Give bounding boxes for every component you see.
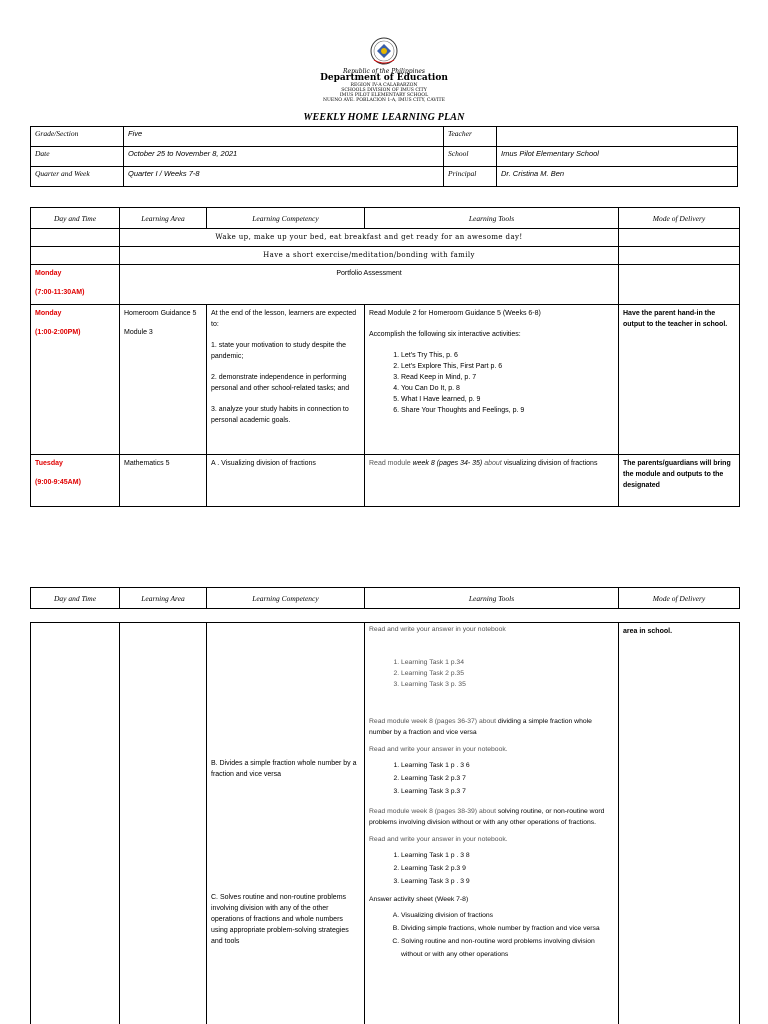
list-item: 1. Learning Task 1 p . 3 8 (401, 849, 614, 862)
info-table (30, 126, 738, 187)
p2-t2-b: dividing a simple fraction whole number by a fraction and vice versa (369, 718, 592, 736)
list-item: 2. Learning Task 2 p.35 (401, 668, 614, 679)
plan-table-2 (30, 587, 740, 609)
col-mode: Mode of Delivery (619, 208, 740, 229)
p2-t1-intro: Read and write your answer in your notebook (369, 626, 506, 633)
monday2-area: Homeroom Guidance 5 (124, 310, 197, 317)
monday1-day-cell (31, 265, 120, 305)
col-day: Day and Time (31, 208, 120, 229)
col-area: Learning Area (120, 208, 207, 229)
list-item: 4. You Can Do It, p. 8 (401, 383, 614, 394)
p2-day-cell (31, 623, 120, 1024)
col-tools-2: Learning Tools (365, 588, 619, 609)
p2-t1-list (369, 657, 614, 690)
routine-blank-mode (619, 229, 740, 247)
monday2-day: Monday (35, 310, 62, 317)
list-item: C. Solving routine and non-routine word problems involving division without or with any other operations (401, 935, 614, 961)
teacher-label: Teacher (444, 127, 497, 147)
routine-wakeup: Wake up, make up your bed, eat breakfast and get ready for an awesome day! (120, 229, 619, 247)
header-department: Department of Education (320, 73, 448, 83)
p2-t2-a: Read module week 8 (pages 36-37) about (369, 718, 496, 725)
col-mode-2: Mode of Delivery (619, 588, 740, 609)
p2-sheet-list (369, 909, 614, 961)
col-competency: Learning Competency (207, 208, 365, 229)
header-line-division: SCHOOLS DIVISION OF IMUS CITY (341, 88, 427, 94)
p2-t2 (369, 716, 614, 738)
principal-value: Dr. Cristina M. Ben (497, 167, 738, 187)
list-item: 2. Learning Task 2 p.3 9 (401, 862, 614, 875)
tuesday-mode: The parents/guardians will bring the module and outputs to the designated (619, 455, 740, 507)
routine-blank (31, 229, 120, 247)
p2-competency (207, 623, 365, 1024)
monday2-area-cell (120, 305, 207, 455)
tuesday-time: (9:00-9:45AM) (35, 479, 81, 486)
monday2-tools-list (369, 350, 614, 416)
p2-t2-list (369, 759, 614, 798)
page-title: WEEKLY HOME LEARNING PLAN (303, 112, 465, 123)
monday2-module: Module 3 (124, 329, 153, 336)
monday2-tools-sub: Accomplish the following six interactive activities: (369, 331, 521, 338)
header-address (250, 83, 518, 103)
date-label: Date (31, 147, 124, 167)
list-item: A. Visualizing division of fractions (401, 909, 614, 922)
quarter-label: Quarter and Week (31, 167, 124, 187)
p2-mode: area in school. (619, 623, 740, 1024)
list-item: 1. Let's Try This, p. 6 (401, 350, 614, 361)
p2-comp-b: B. Divides a simple fraction whole number by a fraction and vice versa (211, 760, 357, 778)
p2-t3-intro: Read and write your answer in your notebook. (369, 836, 508, 843)
plan-table-1 (30, 207, 740, 507)
col-competency-2: Learning Competency (207, 588, 365, 609)
routine-exercise: Have a short exercise/meditation/bonding with family (120, 247, 619, 265)
p2-t3-b: solving routine, or non-routine word problems involving division without or with any other operations of fractions. (369, 808, 605, 826)
list-item: B. Dividing simple fractions, whole number by fraction and vice versa (401, 922, 614, 935)
monday2-competency (207, 305, 365, 455)
list-item: 5. What I Have learned, p. 9 (401, 394, 614, 405)
tuesday-tools (365, 455, 619, 507)
tuesday-tools-d: visualizing division of fractions (503, 460, 598, 467)
header-line-street: NUENO AVE. POBLACION 1-A, IMUS CITY, CAVITE (323, 98, 445, 104)
list-item: 2. Learning Task 2 p.3 7 (401, 772, 614, 785)
monday2-comp-intro: At the end of the lesson, learners are expected to: (211, 310, 357, 328)
plan-table-2-body (30, 622, 740, 1024)
monday2-time: (1:00-2:00PM) (35, 329, 81, 336)
tuesday-competency: A . Visualizing division of fractions (207, 455, 365, 507)
school-label: School (444, 147, 497, 167)
monday2-day-cell (31, 305, 120, 455)
monday2-comp-1: 1. state your motivation to study despite the pandemic; (211, 342, 347, 360)
p2-sheet-title: Answer activity sheet (Week 7-8) (369, 896, 469, 903)
monday2-tools-intro: Read Module 2 for Homeroom Guidance 5 (Weeks 6-8) (369, 310, 541, 317)
list-item: 1. Learning Task 1 p . 3 6 (401, 759, 614, 772)
monday1-mode (619, 265, 740, 305)
p2-comp-c: C. Solves routine and non-routine problems involving division with any of the other operations of fractions and whole numbers using appropriate problem-solving strategies and tools (211, 894, 349, 945)
header-republic: Republic of the Philippines (343, 68, 425, 75)
p2-t3-list (369, 849, 614, 888)
teacher-value (497, 127, 738, 147)
tuesday-tools-c: about (484, 460, 502, 467)
routine-blank-mode-2 (619, 247, 740, 265)
routine-blank-2 (31, 247, 120, 265)
list-item: 1. Learning Task 1 p.34 (401, 657, 614, 668)
tuesday-tools-b: week 8 (pages 34- 35) (412, 460, 483, 467)
list-item: 3. Read Keep in Mind, p. 7 (401, 372, 614, 383)
principal-label: Principal (444, 167, 497, 187)
deped-seal-icon (368, 36, 400, 66)
monday2-comp-2: 2. demonstrate independence in performing personal and other school-related tasks; and (211, 374, 350, 392)
tuesday-day-cell (31, 455, 120, 507)
p2-t3 (369, 806, 614, 828)
p2-tools (365, 623, 619, 1024)
p2-area-cell (120, 623, 207, 1024)
p2-t2-intro: Read and write your answer in your notebook. (369, 746, 508, 753)
col-tools: Learning Tools (365, 208, 619, 229)
monday1-day: Monday (35, 270, 62, 277)
monday2-tools (365, 305, 619, 455)
grade-value: Five (124, 127, 444, 147)
monday1-activity: Portfolio Assessment (120, 265, 619, 305)
tuesday-area: Mathematics 5 (120, 455, 207, 507)
col-area-2: Learning Area (120, 588, 207, 609)
date-value: October 25 to November 8, 2021 (124, 147, 444, 167)
list-item: 3. Learning Task 3 p . 3 9 (401, 875, 614, 888)
monday2-mode: Have the parent hand-in the output to the teacher in school. (619, 305, 740, 455)
header-line-school: IMUS PILOT ELEMENTARY SCHOOL (339, 93, 429, 99)
monday1-time: (7:00-11:30AM) (35, 289, 85, 296)
list-item: 3. Learning Task 3 p.3 7 (401, 785, 614, 798)
list-item: 3. Learning Task 3 p. 35 (401, 679, 614, 690)
school-value: Imus Pilot Elementary School (497, 147, 738, 167)
p2-t3-a: Read module week 8 (pages 38-39) about (369, 808, 496, 815)
monday2-comp-3: 3. analyze your study habits in connection to personal academic goals. (211, 406, 349, 424)
grade-label: Grade/Section (31, 127, 124, 147)
list-item: 2. Let's Explore This, First Part p. 6 (401, 361, 614, 372)
tuesday-tools-a: Read module (369, 460, 411, 467)
list-item: 6. Share Your Thoughts and Feelings, p. 9 (401, 405, 614, 416)
tuesday-day: Tuesday (35, 460, 63, 467)
quarter-value: Quarter I / Weeks 7-8 (124, 167, 444, 187)
col-day-2: Day and Time (31, 588, 120, 609)
header-line-region: REGION IV-A CALABARZON (350, 83, 418, 88)
